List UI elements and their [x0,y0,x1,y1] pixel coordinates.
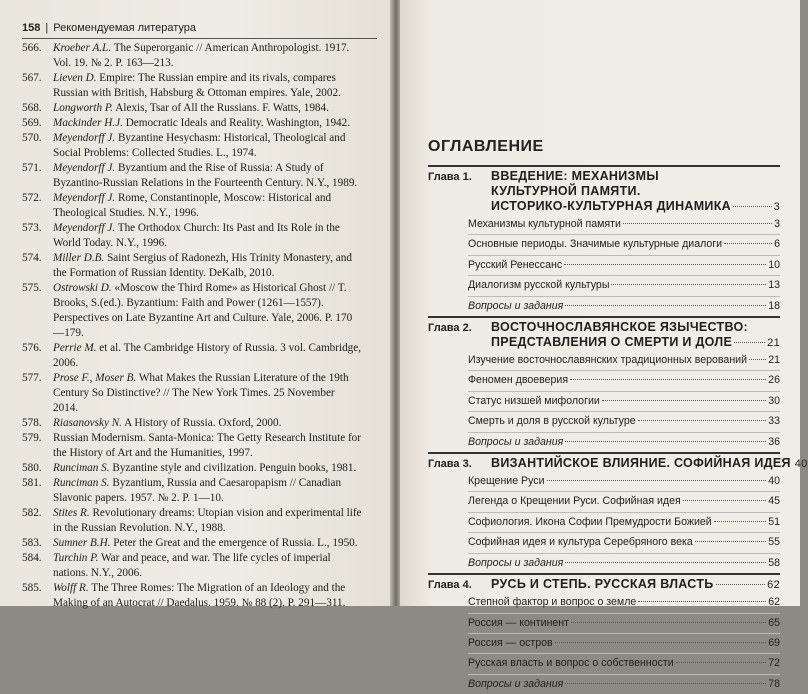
chapter-title [491,456,808,472]
toc-line-title: Русская власть и вопрос о собственности [468,657,674,670]
toc-section-entry [468,371,780,391]
reference-number: 574. [22,252,42,264]
toc-page-number: 36 [768,435,780,448]
dot-leader [716,584,766,585]
reference-author: Kroeber A.L. [53,42,112,54]
chapter-heading [428,577,780,593]
dot-leader [638,601,766,602]
table-of-contents [428,165,808,694]
reference-entry [22,101,362,116]
toc-section-entry [468,533,780,553]
toc-section-entry [468,235,780,255]
reference-text: Saint Sergius of Radonezh, His Trinity Monastery, and the Formation of Russian Identity. DeKalb, 2010. [53,252,352,279]
reference-number: 577. [22,372,42,384]
reference-number: 583. [22,537,42,549]
dot-leader [638,420,767,421]
reference-text: Byzantine Hesychasm: Historical, Theological and Social Problems: Collected Studies. L., 1974. [53,132,346,159]
toc-questions-entry [468,433,780,452]
chapter-label: Глава 4. [428,579,472,592]
reference-number: 571. [22,162,42,174]
toc-page-number: 3 [774,218,780,230]
reference-number: 566. [22,42,42,54]
reference-entry [22,116,362,131]
reference-author: Miller D.B. [53,252,105,264]
toc-section-entry [468,351,780,371]
toc-section-entry [468,392,780,412]
toc-page-number: 26 [768,374,780,387]
toc-line-title: Вопросы и задания [468,677,564,690]
reference-entry [22,251,362,281]
toc-chapter [428,452,808,573]
reference-entry [22,161,362,191]
chapter-title [491,577,780,593]
reference-text: Byzantine style and civilization. Penguin books, 1981. [109,462,357,474]
toc-section-entry [468,654,780,674]
toc-section-entry [468,513,780,533]
toc-section-entry [468,276,780,296]
toc-line-title: Степной фактор и вопрос о земле [468,596,637,609]
toc-line-title: Изучение восточнославянских традиционных верований [468,354,748,367]
reference-author: Lieven D. [53,72,97,84]
toc-section-entry [468,256,780,276]
toc-page-number: 58 [768,556,780,569]
toc-line-title: Смерть и доля в русской культуре [468,415,636,428]
toc-section-entry [468,215,780,235]
toc-page-number: 13 [768,279,780,292]
toc-line-title: РУСЬ И СТЕПЬ. РУССКАЯ ВЛАСТЬ [491,577,714,592]
toc-chapter [428,573,780,694]
dot-leader [734,342,765,343]
reference-text: Rome, Constantinople, Moscow: Historical and Theological Studies. N.Y., 1996. [53,192,332,219]
toc-line-title: Софийная идея и культура Серебряного века [468,536,693,549]
toc-line-title: Основные периоды. Значимые культурные диалоги [468,238,723,251]
toc-line-title: ИСТОРИКО-КУЛЬТУРНАЯ ДИНАМИКА [491,199,731,213]
dot-leader [565,683,766,684]
dot-leader [733,206,772,207]
toc-page-number: 21 [768,354,780,367]
reference-author: Runciman S. [53,477,110,489]
dot-leader [555,642,767,643]
reference-number: 569. [22,117,42,129]
dot-leader [623,223,772,224]
chapter-label: Глава 1. [428,171,472,183]
toc-line [491,456,808,472]
header-rule [22,38,377,39]
reference-author: Prose F., Moser B. [53,372,137,384]
reference-entry [22,461,362,476]
toc-page-number: 45 [768,495,780,508]
chapter-label: Глава 3. [428,458,472,471]
reference-number: 568. [22,102,42,114]
toc-line-title: Россия — континент [468,616,569,629]
reference-entry [22,416,362,431]
reference-number: 572. [22,192,42,204]
chapter-title [491,320,780,351]
toc-questions-entry [468,554,780,573]
dot-leader [602,400,766,401]
toc-line-title: Легенда о Крещении Руси. Софийная идея [468,495,681,508]
reference-number: 581. [22,477,42,489]
toc-line-title: Диалогизм русской культуры [468,279,610,292]
running-head: 158 | Рекомендуемая литература [22,22,196,34]
reference-text: Revolutionary dreams: Utopian vision and experimental life in the Russian Revolution. N.Y., 1988. [53,507,362,534]
reference-text: Peter the Great and the emergence of Russia. L., 1950. [110,537,358,549]
reference-number: 584. [22,552,42,564]
toc-line-title: Феномен двоеверия [468,374,569,387]
toc-page-number: 33 [768,415,780,428]
reference-number: 575. [22,282,42,294]
reference-author: Stites R. [53,507,90,519]
dot-leader [676,662,767,663]
reference-number: 578. [22,417,42,429]
reference-text: A History of Russia. Oxford, 2000. [121,417,282,429]
reference-number: 582. [22,507,42,519]
reference-text: War and peace, and war. The life cycles of imperial nations. N.Y., 2006. [53,552,331,579]
reference-entry [22,371,362,416]
toc-line [491,335,780,351]
reference-author: Ostrowski D. [53,282,112,294]
reference-entry [22,71,362,101]
toc-page-number: 6 [774,238,780,251]
dot-leader [695,541,766,542]
toc-page-number: 18 [768,299,780,312]
toc-title: ОГЛАВЛЕНИЕ [428,138,544,155]
chapter-title-line: ВВЕДЕНИЕ: МЕХАНИЗМЫ [491,169,659,183]
reference-text: «Moscow the Third Rome» as Historical Ghost // T. Brooks, S.(ed.). Byzantium: Faith and Power (1261—1557). Perspectives on Late Byzantine Art and Culture. Yale, 2006. P. 170—179. [53,282,353,339]
reference-author: Turchin P. [53,552,99,564]
dot-leader [565,441,766,442]
reference-author: Meyendorff J. [53,162,116,174]
reference-entry [22,191,362,221]
toc-line [491,199,780,215]
dot-leader [724,243,772,244]
reference-text: What Makes the Russian Literature of the 19th Century So Distinctive? // The New York Times. 25 November 2014. [53,372,349,414]
dot-leader [611,284,766,285]
reference-entry [22,506,362,536]
toc-page-number: 3 [773,201,780,213]
dot-leader [714,521,767,522]
reference-text: Empire: The Russian empire and its rivals, compares Russian with British, Habsburg & Ottoman empires. Yale, 2002. [53,72,341,99]
toc-page-number: 30 [768,394,780,407]
reference-entry [22,131,362,161]
reference-text: Alexis, Tsar of All the Russians. F. Watts, 1984. [113,102,329,114]
toc-line-title: Механизмы культурной памяти [468,218,621,230]
reference-number: 576. [22,342,42,354]
chapter-title-line: ВОСТОЧНОСЛАВЯНСКОЕ ЯЗЫЧЕСТВО: [491,320,748,335]
toc-line-title: ВИЗАНТИЙСКОЕ ВЛИЯНИЕ. СОФИЙНАЯ ИДЕЯ [491,456,791,471]
chapter-heading [428,456,808,472]
reference-entry [22,221,362,251]
reference-list [22,41,362,611]
toc-line-title: Вопросы и задания [468,556,564,569]
reference-author: Runciman S. [53,462,110,474]
chapter-title-line: КУЛЬТУРНОЙ ПАМЯТИ. [491,184,641,198]
reference-text: Russian Modernism. Santa-Monica: The Getty Research Institute for the History of Art and the Humanities, 1997. [53,432,362,459]
left-page [0,0,392,609]
toc-page-number: 51 [768,515,780,528]
reference-author: Riasanovsky N. [53,417,122,429]
toc-line-title: ПРЕДСТАВЛЕНИЯ О СМЕРТИ И ДОЛЕ [491,335,733,350]
toc-page-number: 40 [768,475,780,488]
toc-page-number: 40 [794,458,808,471]
reference-author: Longworth P. [53,102,114,114]
dot-leader [570,379,766,380]
toc-page-number: 72 [768,657,780,670]
reference-entry [22,281,362,341]
toc-line-title: Вопросы и задания [468,299,564,312]
dot-leader [564,264,766,265]
chapter-heading [428,169,780,215]
toc-chapter [428,165,780,316]
toc-page-number: 55 [768,536,780,549]
reference-entry [22,581,362,611]
reference-entry [22,551,362,581]
reference-text: The Orthodox Church: Its Past and Its Role in the World Today. N.Y., 1996. [53,222,340,249]
reference-text: Byzantium and the Rise of Russia: A Study of Byzantino-Russian Relations in the Fourteenth Century. N.Y., 1989. [53,162,358,189]
reference-text: The Three Romes: The Migration of an Ideology and the Making of an Autocrat // Daedalus. 1959. № 88 (2). P. 291—311. [53,582,346,609]
toc-line-title: Софиология. Иконa Софии Премудрости Божией [468,515,712,528]
reference-number: 570. [22,132,42,144]
reference-text: et al. The Cambridge History of Russia. 3 vol. Cambridge, 2006. [53,342,362,369]
toc-questions-entry [468,675,780,694]
toc-section-entry [468,593,780,613]
reference-author: Sumner B.H. [53,537,111,549]
reference-entry [22,431,362,461]
reference-number: 580. [22,462,42,474]
toc-section-entry [468,634,780,654]
toc-section-entry [468,472,780,492]
dot-leader [683,500,766,501]
reference-text: Byzantium, Russia and Caesaropapism // Canadian Slavonic papers. 1957. № 2. P. 1—10. [53,477,342,504]
reference-text: The Superorganic // American Anthropologist. 1917. Vol. 19. № 2. P. 163—213. [53,42,350,69]
toc-page-number: 65 [768,616,780,629]
reference-author: Wolff R. [53,582,89,594]
toc-section-entry [468,614,780,634]
toc-line-title: Русский Ренессанс [468,258,563,271]
toc-line-title: Россия — остров [468,636,553,649]
toc-page-number: 62 [768,596,780,609]
reference-author: Meyendorff J. [53,222,116,234]
toc-questions-entry [468,297,780,316]
toc-page-number: 78 [768,677,780,690]
chapter-title [491,169,780,215]
page-number: 158 [22,22,41,34]
toc-page-number: 10 [768,258,780,271]
toc-section-entry [468,412,780,432]
toc-chapter [428,316,780,452]
toc-page-number: 21 [767,337,780,350]
toc-line [491,577,780,593]
toc-section-entry [468,492,780,512]
reference-entry [22,341,362,371]
reference-number: 585. [22,582,42,594]
reference-author: Meyendorff J. [53,132,116,144]
dot-leader [571,622,766,623]
reference-entry [22,536,362,551]
reference-author: Mackinder H.J. [53,117,123,129]
running-head-title: Рекомендуемая литература [53,22,196,34]
reference-number: 567. [22,72,42,84]
dot-leader [565,562,766,563]
reference-author: Perrie M. [53,342,97,354]
reference-entry [22,476,362,506]
reference-author: Meyendorff J. [53,192,116,204]
toc-page-number: 62 [767,579,780,592]
toc-line-title: Крещение Руси [468,475,545,488]
chapter-heading [428,320,780,351]
toc-line-title: Статус низшей мифологии [468,394,600,407]
reference-entry [22,41,362,71]
reference-number: 573. [22,222,42,234]
toc-line-title: Вопросы и задания [468,435,564,448]
dot-leader [547,480,767,481]
reference-text: Democratic Ideals and Reality. Washington, 1942. [122,117,351,129]
toc-page-number: 69 [768,636,780,649]
reference-number: 579. [22,432,42,444]
dot-leader [565,305,766,306]
chapter-label: Глава 2. [428,322,472,335]
dot-leader [749,359,766,360]
